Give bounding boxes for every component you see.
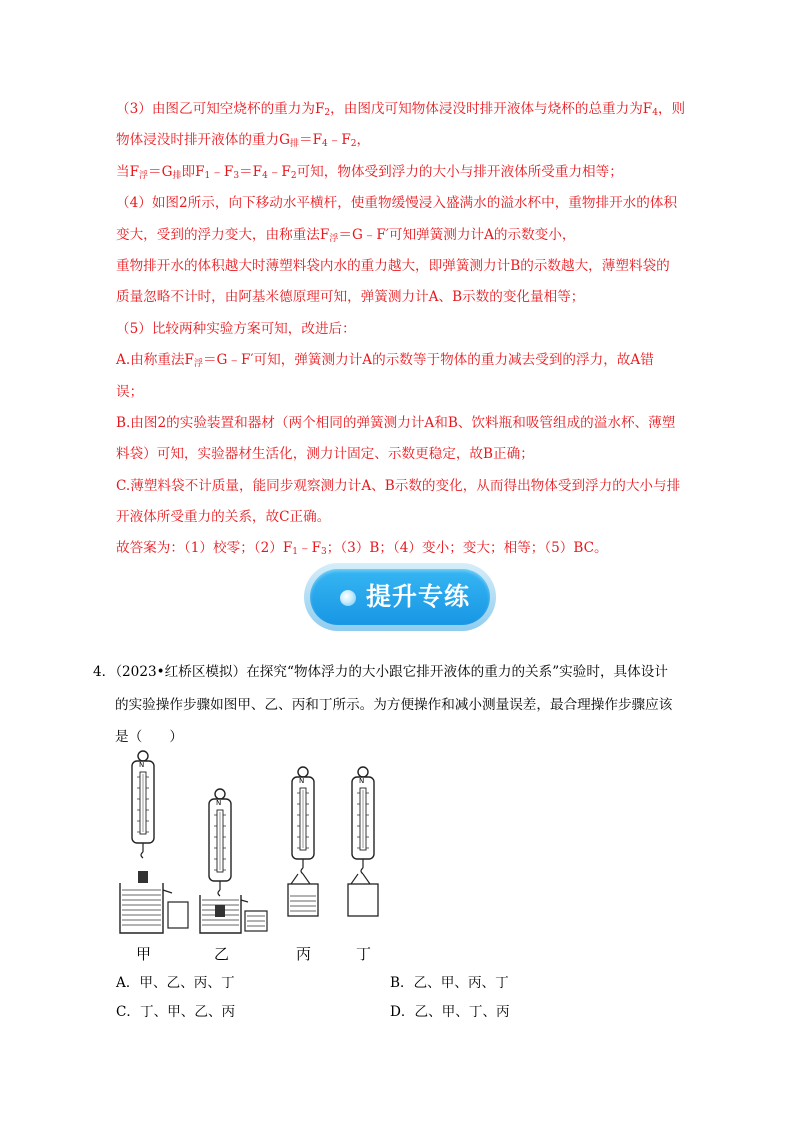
figure-label-ding: 丁 [356, 945, 372, 963]
solution-line: （4）如图2所示，向下移动水平横杆，使重物缓慢浸入盛满水的溢水杯中，重物排开水的体积 [116, 195, 678, 212]
solution-line: 物体浸没时排开液体的重力$G_排=F_4﹣F_2$， [116, 132, 371, 150]
option-c[interactable]: C．丁、甲、乙、丙 [116, 1004, 236, 1020]
option-b[interactable]: B．乙、甲、丙、丁 [390, 975, 509, 991]
question-text [93, 656, 733, 754]
overflow-beaker [120, 883, 163, 933]
solution-line: 变大，受到的浮力变大，由称重法$F_浮=G﹣F'$可知弹簧测力计A的示数变小， [116, 226, 576, 244]
solution-line: 料袋）可知，实验器材生活化，测力计固定、示数更稳定，故B正确； [116, 446, 534, 463]
question-line: 的实验操作步骤如图甲、乙、丙和丁所示。为方便操作和减小测量误差，最合理操作步骤应该 [115, 696, 673, 713]
solution-line: （5）比较两种实验方案可知，改进后： [116, 320, 356, 337]
scale-unit: N [299, 777, 305, 785]
solution-line: 误； [116, 383, 144, 400]
solution-line: 质量忽略不计时，由阿基米德原理可知，弹簧测力计A、B示数的变化量相等； [116, 289, 585, 306]
option-d[interactable]: D．乙、甲、丁、丙 [390, 1004, 510, 1020]
answer-line: 故答案为：（1）校零；$(2)F_1﹣F_3$；（3）B；（4）变小；变大；相等；（5）BC。 [116, 540, 608, 558]
spring-scale-figure [108, 750, 408, 966]
solution-line: 当$F_浮=G_排$即$F_1﹣F_3=F_4﹣F_2$可知，物体受到浮力的大小与排开液体所受重力相等； [116, 163, 623, 181]
scale-unit: N [216, 799, 222, 807]
scale-unit: N [359, 777, 365, 785]
solution-line: （3）由图乙可知空烧杯的重力为$F_2$，由图戊可知物体浸没时排开液体与烧杯的总重力为$F_4$，则 [116, 101, 686, 118]
solution-text [116, 94, 716, 565]
solution-line: C.薄塑料袋不计质量，能同步观察测力计A、B示数的变化，从而得出物体受到浮力的大小与排 [116, 477, 681, 494]
weight-block [138, 871, 148, 883]
hanging-beaker-empty [348, 884, 378, 916]
figure-label-jia: 甲 [136, 945, 152, 963]
section-badge [304, 563, 496, 631]
solution-line: A.由称重法$F_浮=G﹣F'$可知，弹簧测力计A的示数等于物体的重力减去受到的浮力，故A错 [116, 352, 654, 370]
option-a[interactable]: A．甲、乙、丙、丁 [116, 975, 235, 991]
bullet-dot-icon [340, 590, 356, 606]
section-badge-label: 提升专练 [366, 582, 471, 611]
solution-line: B.由图2的实验装置和器材（两个相同的弹簧测力计A和B、饮料瓶和吸管组成的溢水杯、薄塑 [116, 414, 676, 431]
question-line: 4．（2023•红桥区模拟）在探究“物体浮力的大小跟它排开液体的重力的关系”实验时，具体设计 [93, 664, 668, 680]
scale-unit: N [139, 761, 145, 769]
solution-line: 重物排开水的体积越大时薄塑料袋内水的重力越大，即弹簧测力计B的示数越大，薄塑料袋的 [116, 257, 670, 274]
figure-label-bing: 丙 [296, 945, 312, 963]
small-beaker [168, 902, 188, 928]
question-line: 是（ ） [115, 729, 183, 745]
figure-label-yi: 乙 [214, 945, 230, 963]
solution-line: 开液体所受重力的关系，故C正确。 [116, 509, 331, 526]
